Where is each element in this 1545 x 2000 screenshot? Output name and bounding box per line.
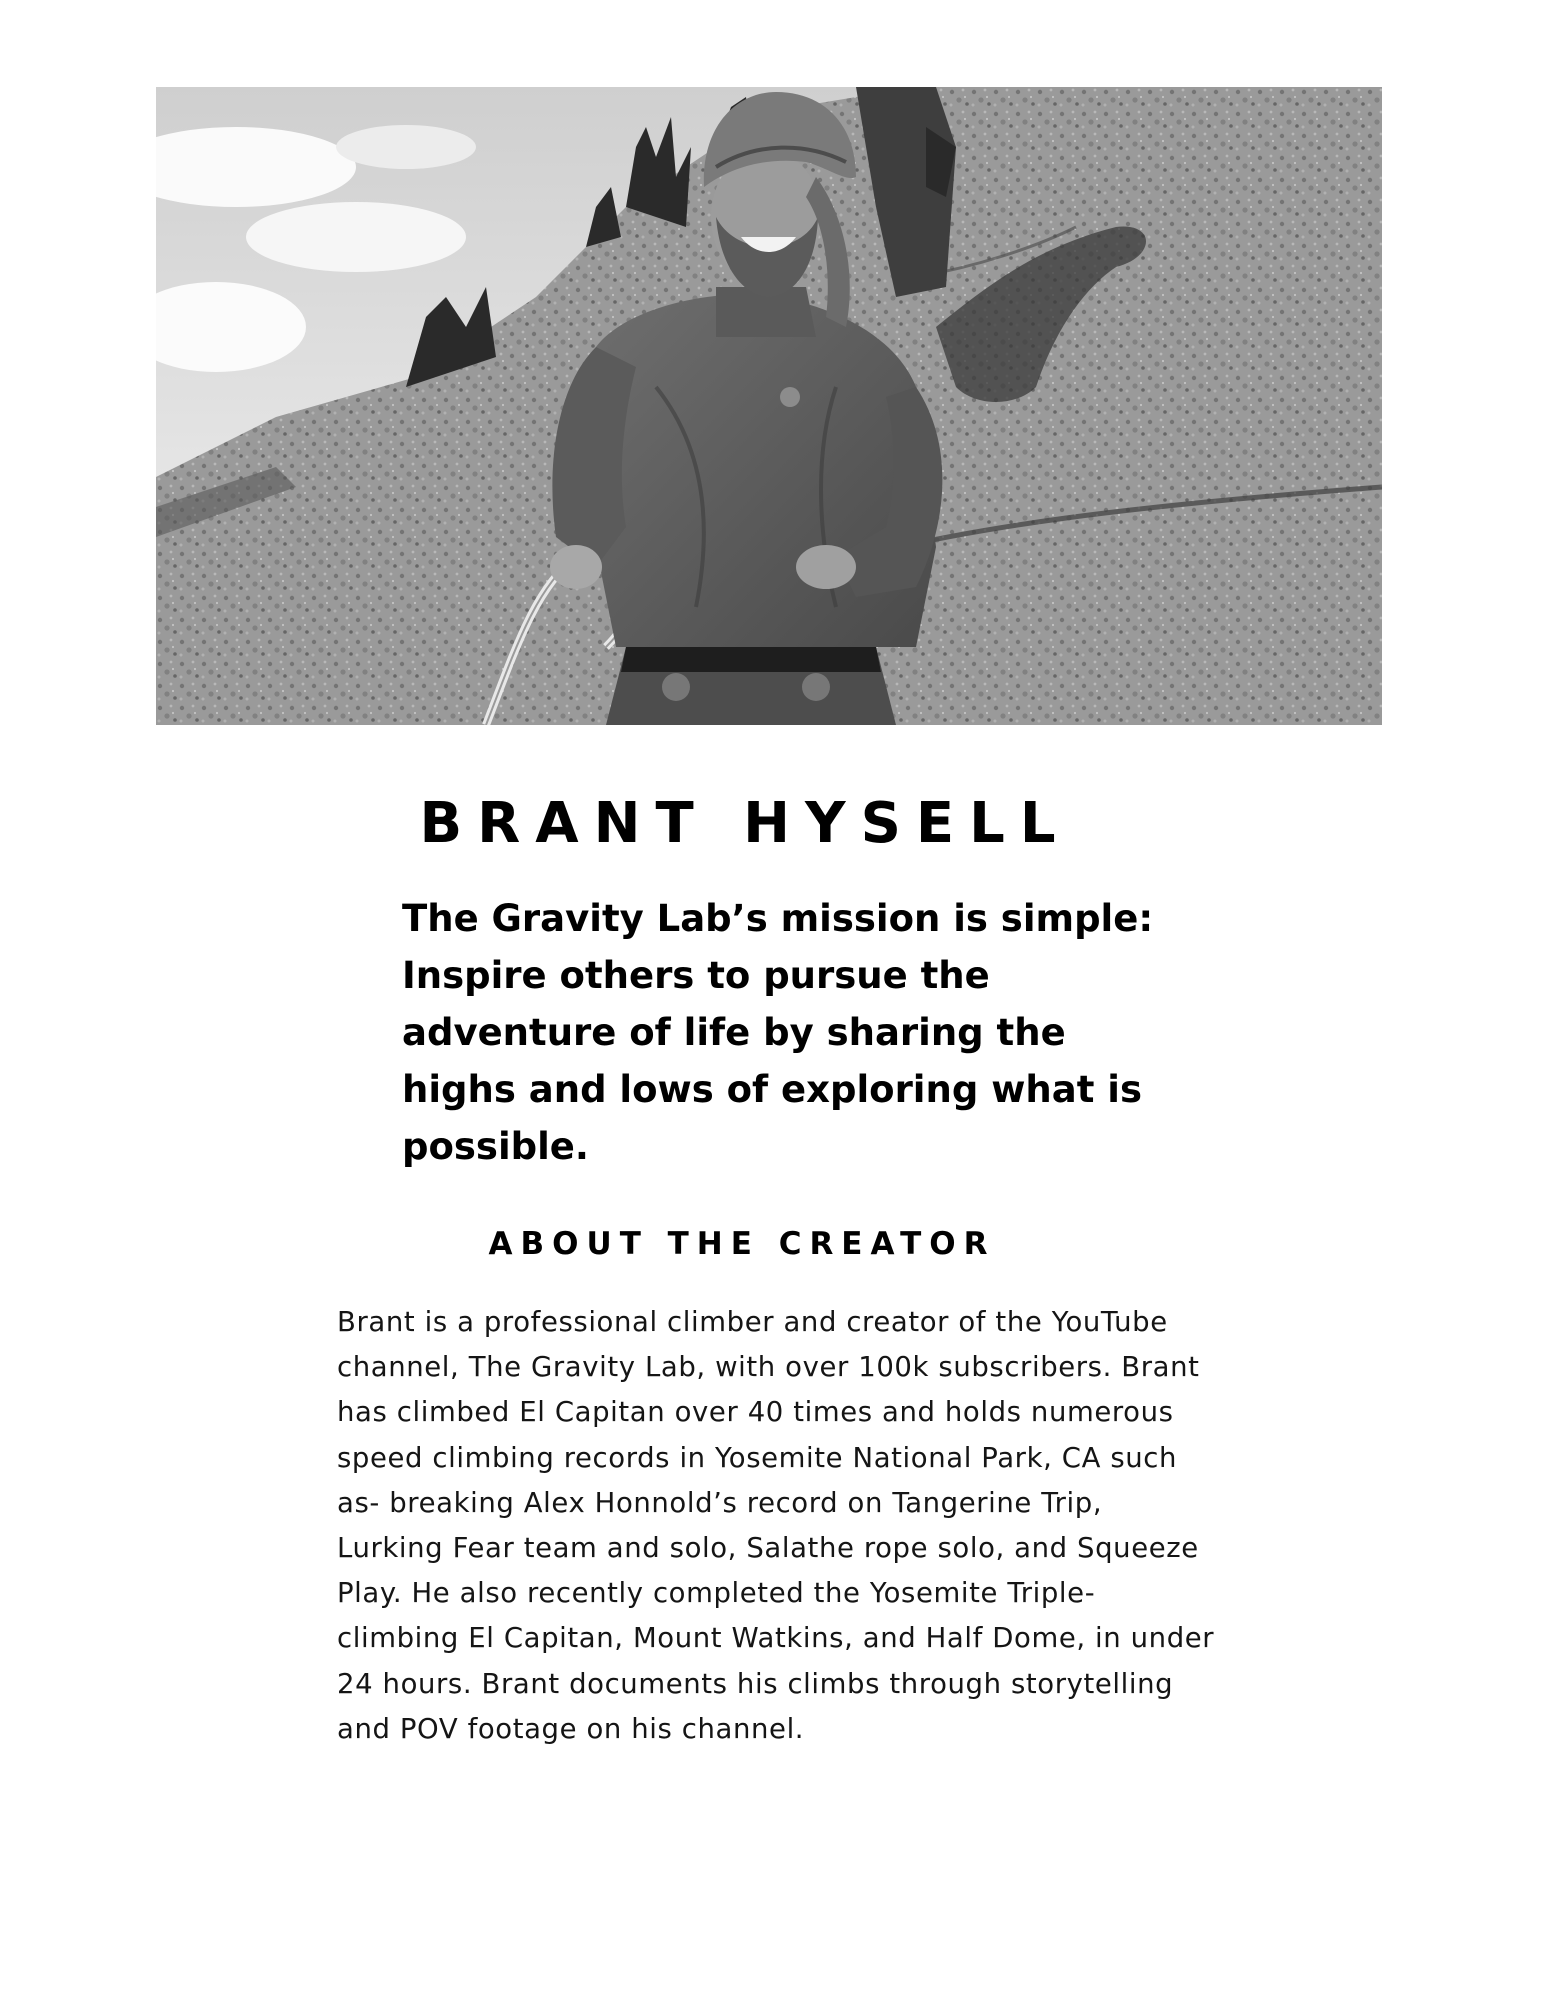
creator-name: BRANT HYSELL [419,791,1071,856]
cloud [246,202,466,272]
harness [621,647,881,672]
mission-statement: The Gravity Lab’s mission is simple: Inspire others to pursue the adventure of life by sharing the highs and lows of exploring what is possible. [402,897,1154,1168]
climber-illustration [156,87,1382,725]
about-heading: ABOUT THE CREATOR [488,1226,996,1262]
cloud [336,125,476,169]
hero-photo [156,87,1382,725]
creator-bio: Brant is a professional climber and creator of the YouTube channel, The Gravity Lab, with over 100k subscribers. Brant has climbed El Capitan over 40 times and holds numerous speed climbing records in Yosemite National Park, CA such as- breaking Alex Honnold’s record on Tangerine Trip, Lurking Fear team and solo, Salathe rope solo, and Squeeze Play. He also recently completed the Yosemite Triple- climbing El Capitan, Mount Watkins, and Half Dome, in under 24 hours. Brant documents his climbs through storytelling and POV footage on his channel. [337,1306,1215,1745]
